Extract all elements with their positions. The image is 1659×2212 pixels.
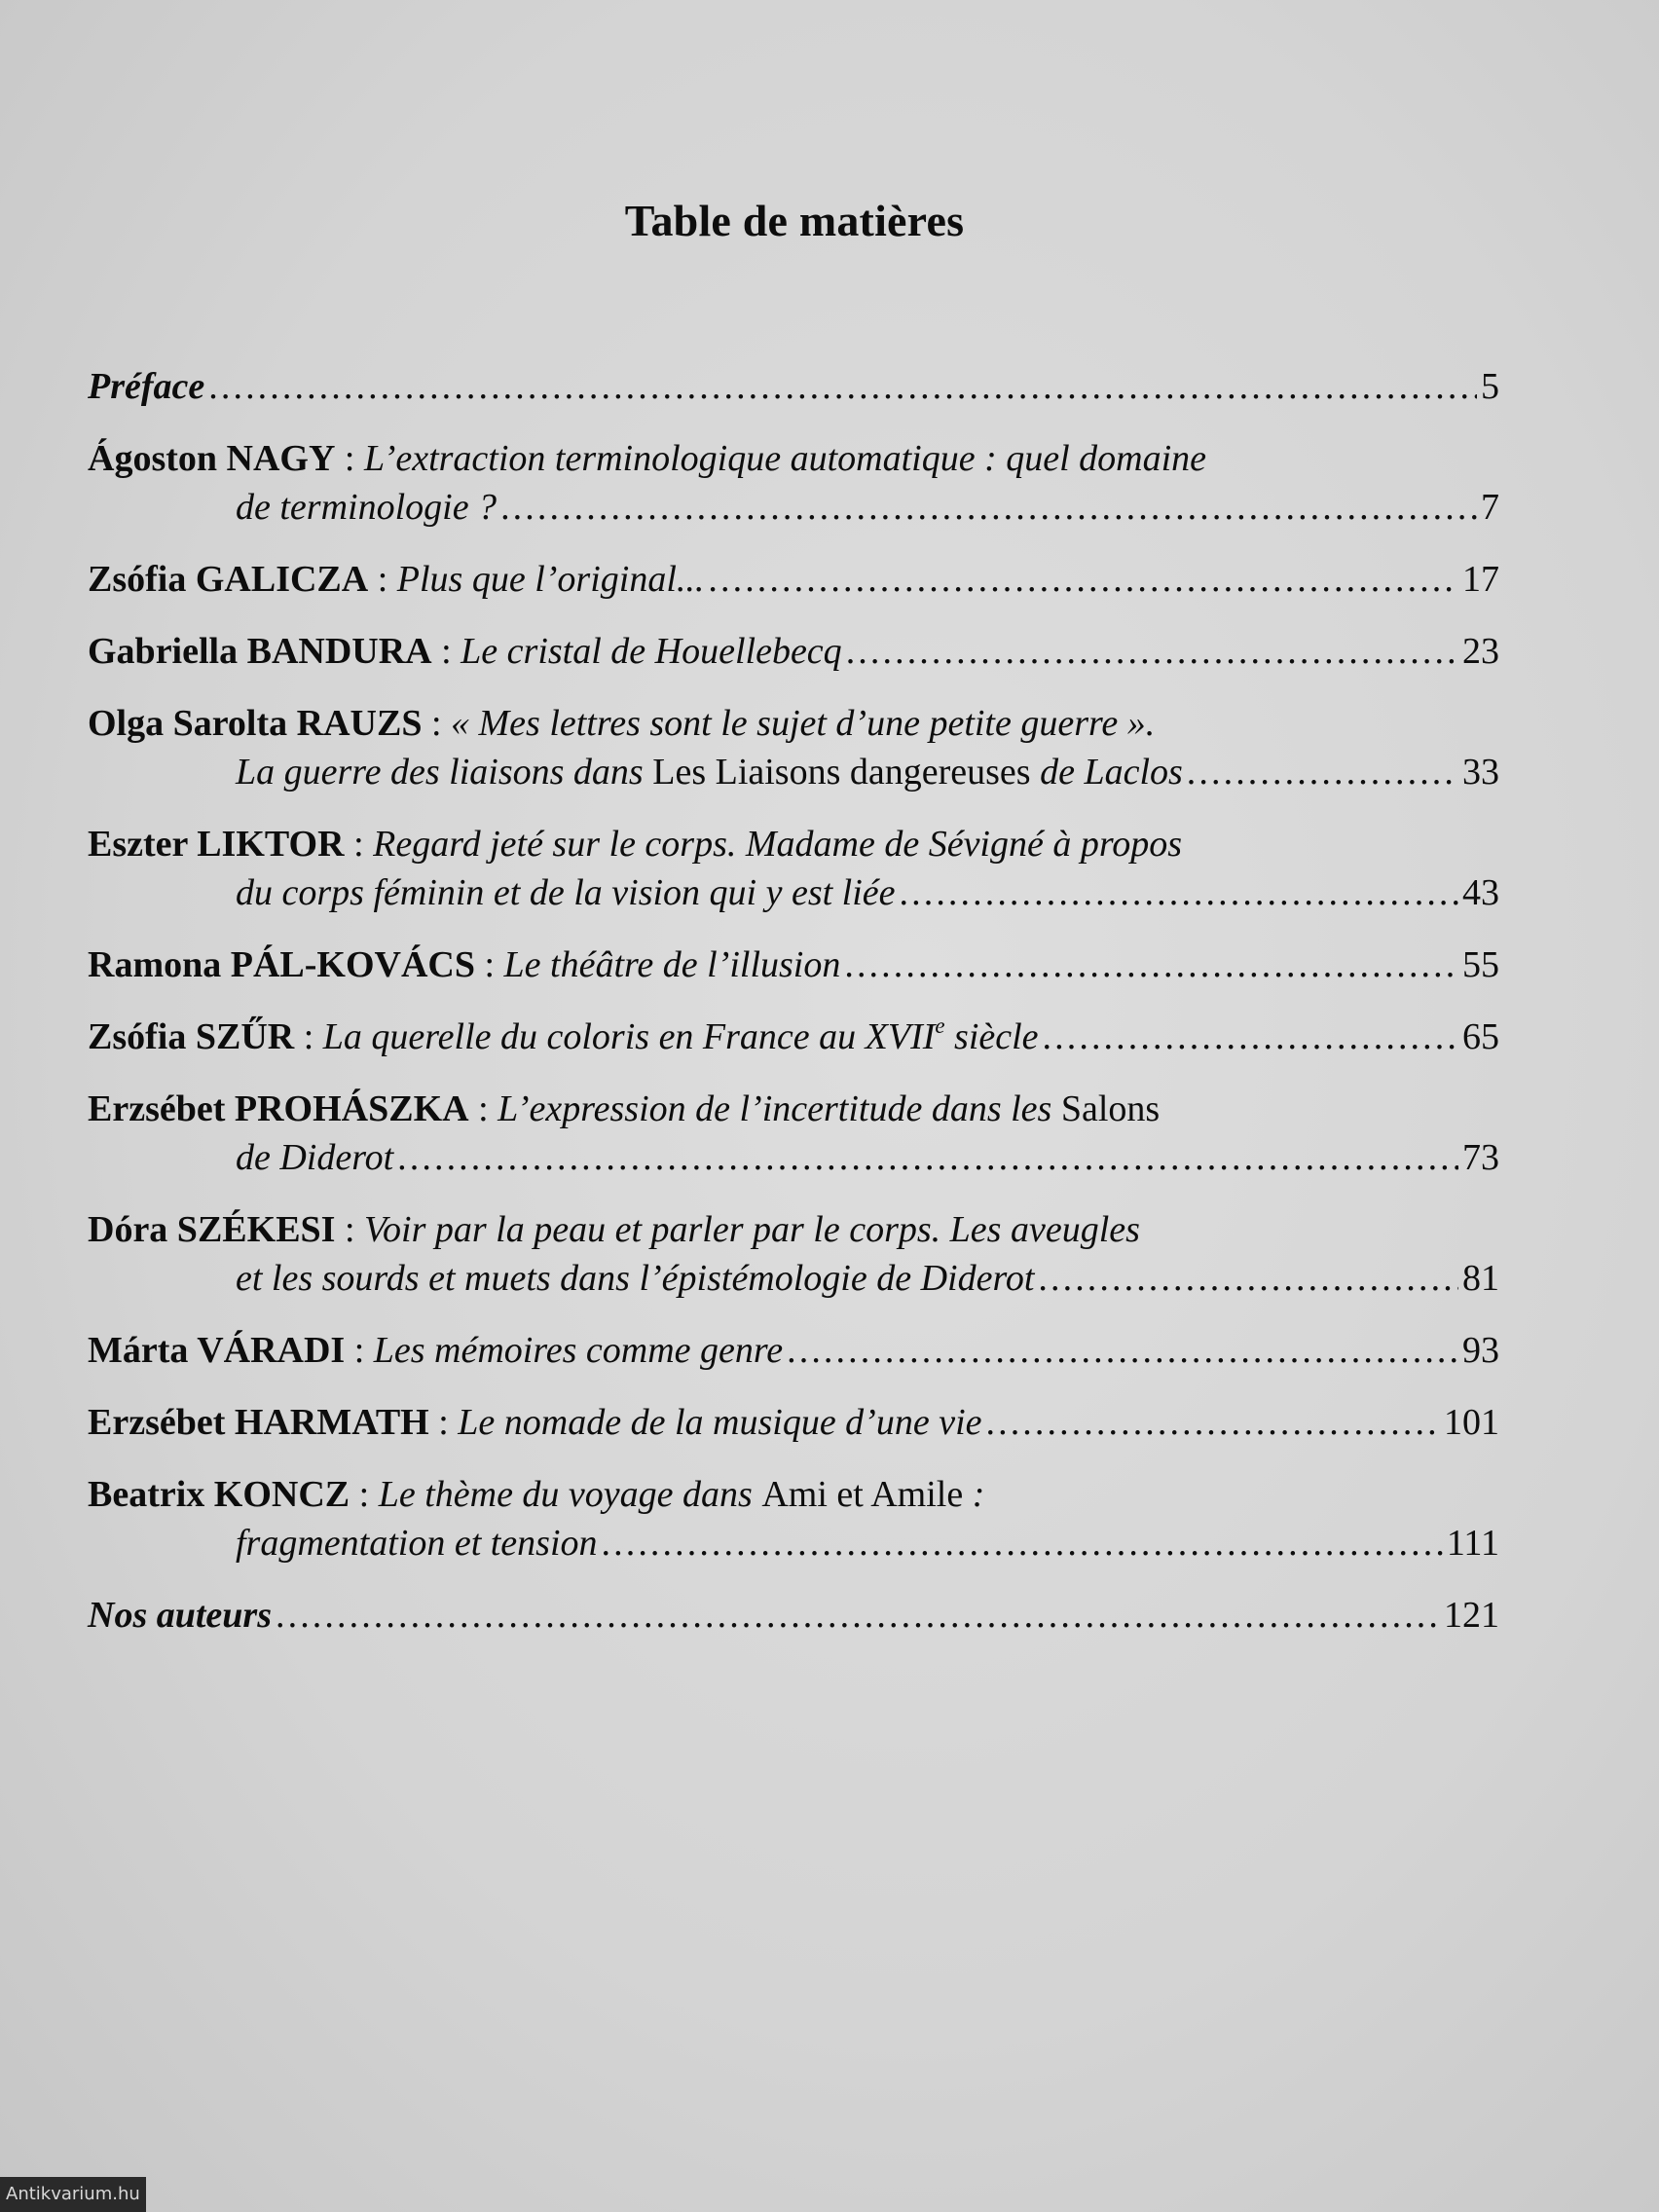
toc-entry	[88, 627, 1499, 676]
toc-separator: :	[368, 559, 397, 600]
page-number: 93	[1462, 1330, 1499, 1371]
toc-line	[88, 1254, 1499, 1303]
toc-title: Le théâtre de l’illusion	[503, 944, 841, 985]
toc-line	[88, 1205, 1499, 1254]
leader-dots	[1187, 748, 1458, 796]
toc-entry-preface	[88, 362, 1499, 411]
toc-title: « Mes lettres sont le sujet d’une petite guerre ».	[451, 703, 1156, 744]
page-number: 17	[1462, 559, 1499, 600]
leader-dots	[986, 1398, 1441, 1447]
toc-title: Voir par la peau et parler par le corps. Les aveugles	[364, 1209, 1140, 1250]
toc-line	[88, 868, 1499, 917]
toc-entry	[88, 1470, 1499, 1567]
toc-author: Ágoston NAGY	[88, 438, 336, 479]
leader-dots	[602, 1519, 1443, 1567]
toc-line	[88, 483, 1499, 532]
toc-entry	[88, 1205, 1499, 1303]
leader-dots	[708, 555, 1458, 604]
toc-entry-authors	[88, 1591, 1499, 1640]
toc-separator: :	[431, 631, 461, 672]
toc-entry	[88, 434, 1499, 532]
toc-line	[88, 748, 1499, 796]
toc-author: Márta VÁRADI	[88, 1330, 346, 1371]
toc-title: de Diderot	[236, 1137, 394, 1178]
toc-work-title: Salons	[1060, 1088, 1161, 1129]
leader-dots	[846, 627, 1458, 676]
toc-author: Ramona PÁL-KOVÁCS	[88, 944, 475, 985]
toc-separator: :	[422, 703, 452, 744]
watermark: Antikvarium.hu	[0, 2177, 146, 2212]
toc-separator: :	[350, 1474, 379, 1515]
leader-dots	[1038, 1254, 1458, 1303]
toc-separator: :	[474, 944, 504, 985]
page-number: 33	[1462, 752, 1499, 793]
toc-author: Erzsébet PROHÁSZKA	[88, 1088, 469, 1129]
toc-title: Le cristal de Houellebecq	[461, 631, 842, 672]
toc-line	[88, 1519, 1499, 1567]
leader-dots	[787, 1326, 1458, 1375]
leader-dots	[397, 1133, 1458, 1182]
toc-entry	[88, 940, 1499, 989]
page-number: 7	[1481, 487, 1499, 528]
toc-author: Zsófia GALICZA	[88, 559, 369, 600]
toc-line	[88, 1133, 1499, 1182]
toc-line	[88, 1085, 1499, 1133]
toc-author: Eszter LIKTOR	[88, 824, 345, 865]
toc-line	[88, 699, 1499, 748]
toc-line	[88, 820, 1499, 868]
toc-title: La guerre des liaisons dans	[236, 752, 653, 793]
toc-title: La querelle du coloris en France au XVII	[322, 1016, 936, 1057]
page-number: 23	[1462, 631, 1499, 672]
toc-author: Dóra SZÉKESI	[88, 1209, 336, 1250]
page-number: 101	[1444, 1402, 1499, 1443]
page-number: 65	[1462, 1016, 1499, 1057]
toc-title-superscript: e	[935, 1014, 945, 1039]
toc-title: de Laclos	[1030, 752, 1183, 793]
toc-title: Regard jeté sur le corps. Madame de Sévigné à propos	[373, 824, 1183, 865]
toc-separator: :	[344, 824, 374, 865]
page-title: Table de matières	[624, 196, 965, 245]
page-number: 5	[1481, 366, 1499, 407]
toc-author: Zsófia SZŰR	[88, 1016, 295, 1057]
toc-author: Beatrix KONCZ	[88, 1474, 350, 1515]
leader-dots	[900, 868, 1458, 917]
leader-dots	[500, 483, 1477, 532]
toc-title: de terminologie ?	[236, 487, 498, 528]
toc-title: L’expression de l’incertitude dans les	[498, 1088, 1061, 1129]
toc-author: Erzsébet HARMATH	[88, 1402, 429, 1443]
toc-entry	[88, 1398, 1499, 1447]
toc-title: Le thème du voyage dans	[378, 1474, 762, 1515]
leader-dots	[276, 1591, 1440, 1640]
toc-entry	[88, 555, 1499, 604]
toc-title: Plus que l’original...	[396, 559, 705, 600]
toc-line	[88, 1470, 1499, 1519]
toc-work-title: Ami et Amile	[761, 1474, 964, 1515]
table-of-contents	[88, 362, 1499, 1663]
toc-title: Les mémoires comme genre	[373, 1330, 784, 1371]
page-number: 121	[1444, 1595, 1499, 1636]
toc-separator: :	[335, 438, 364, 479]
toc-work-title: Les Liaisons dangereuses	[652, 752, 1031, 793]
toc-line	[88, 434, 1499, 483]
toc-title: :	[963, 1474, 985, 1515]
toc-title: siècle	[944, 1016, 1039, 1057]
leader-dots	[844, 940, 1458, 989]
toc-author: Gabriella BANDURA	[88, 631, 432, 672]
toc-label: Préface	[88, 366, 205, 407]
toc-title: fragmentation et tension	[236, 1523, 598, 1564]
toc-separator: :	[345, 1330, 374, 1371]
toc-label: Nos auteurs	[88, 1595, 272, 1636]
toc-title: du corps féminin et de la vision qui y est liée	[236, 872, 896, 913]
toc-entry	[88, 1085, 1499, 1182]
toc-entry	[88, 699, 1499, 796]
toc-entry	[88, 1013, 1499, 1061]
toc-title: et les sourds et muets dans l’épistémologie de Diderot	[236, 1258, 1035, 1299]
page-number: 55	[1462, 944, 1499, 985]
toc-separator: :	[468, 1088, 498, 1129]
page-number: 111	[1446, 1523, 1499, 1564]
toc-separator: :	[428, 1402, 459, 1443]
page-number: 73	[1462, 1137, 1499, 1178]
toc-entry	[88, 1326, 1499, 1375]
toc-title: L’extraction terminologique automatique : quel domaine	[363, 438, 1207, 479]
toc-title: Le nomade de la musique d’une vie	[458, 1402, 982, 1443]
page-number: 43	[1462, 872, 1499, 913]
leader-dots	[1043, 1013, 1458, 1061]
leader-dots	[208, 362, 1477, 411]
page-number: 81	[1462, 1258, 1499, 1299]
toc-separator: :	[294, 1016, 323, 1057]
toc-entry	[88, 820, 1499, 917]
toc-author: Olga Sarolta RAUZS	[88, 703, 423, 744]
toc-separator: :	[335, 1209, 365, 1250]
